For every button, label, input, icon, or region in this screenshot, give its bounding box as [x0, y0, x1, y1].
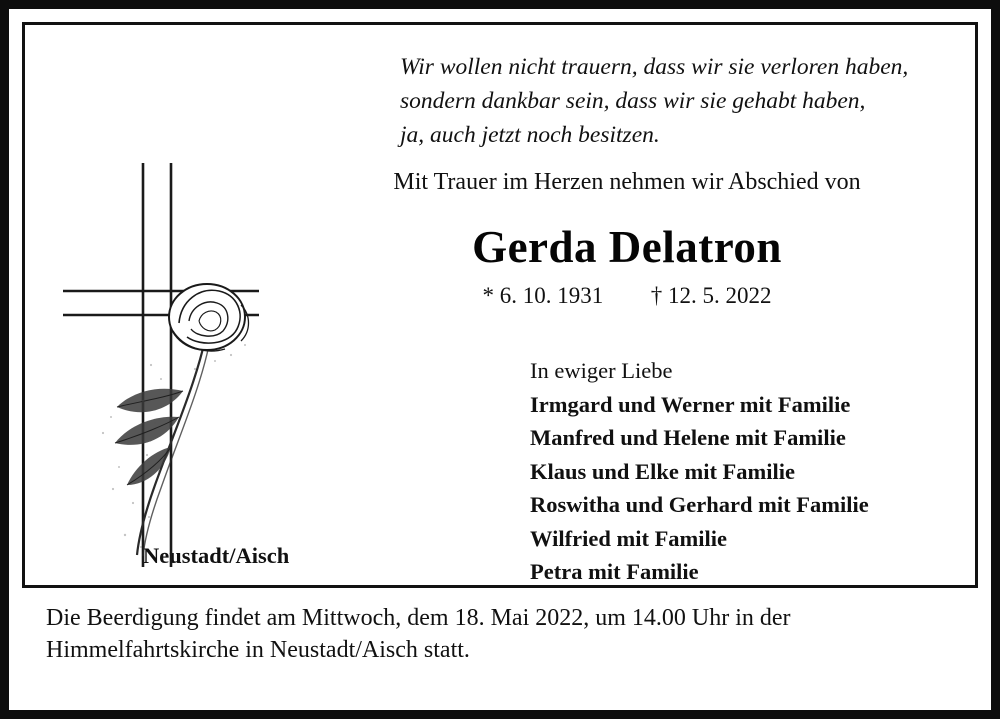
- verse-line-2: sondern dankbar sein, dass wir sie gehabt haben,: [400, 88, 866, 114]
- memorial-verse: [400, 50, 960, 152]
- funeral-details: [46, 602, 962, 666]
- verse-line-1: Wir wollen nicht trauern, dass wir sie verloren haben,: [400, 54, 909, 80]
- death-date: 12. 5. 2022: [668, 283, 772, 308]
- cross-with-rose-icon: [55, 155, 295, 575]
- family-member: Irmgard und Werner mit Familie: [530, 391, 851, 417]
- place-name: Neustadt/Aisch: [143, 543, 290, 568]
- life-dates: [297, 283, 957, 309]
- deceased-name: Gerda Delatron: [472, 222, 782, 272]
- obituary-inner-border: [22, 22, 978, 588]
- funeral-line-2: Himmelfahrtskirche in Neustadt/Aisch statt.: [46, 637, 470, 663]
- family-lead: In ewiger Liebe: [530, 358, 673, 383]
- family-member: Wilfried mit Familie: [530, 525, 728, 551]
- family-block: [530, 354, 1000, 589]
- family-member: Petra mit Familie: [530, 559, 699, 584]
- death-symbol: †: [650, 283, 663, 308]
- birth-date: 6. 10. 1931: [499, 283, 604, 308]
- family-member: Klaus und Elke mit Familie: [530, 458, 796, 484]
- funeral-line-1: Die Beerdigung findet am Mittwoch, dem 18. Mai 2022, um 14.00 Uhr in der: [46, 605, 791, 631]
- intro-line: Mit Trauer im Herzen nehmen wir Abschied von: [393, 169, 861, 195]
- family-member: Roswitha und Gerhard mit Familie: [530, 492, 869, 517]
- family-member: Manfred und Helene mit Familie: [530, 425, 846, 450]
- birth-symbol: *: [482, 283, 494, 308]
- verse-line-3: ja, auch jetzt noch besitzen.: [400, 122, 660, 148]
